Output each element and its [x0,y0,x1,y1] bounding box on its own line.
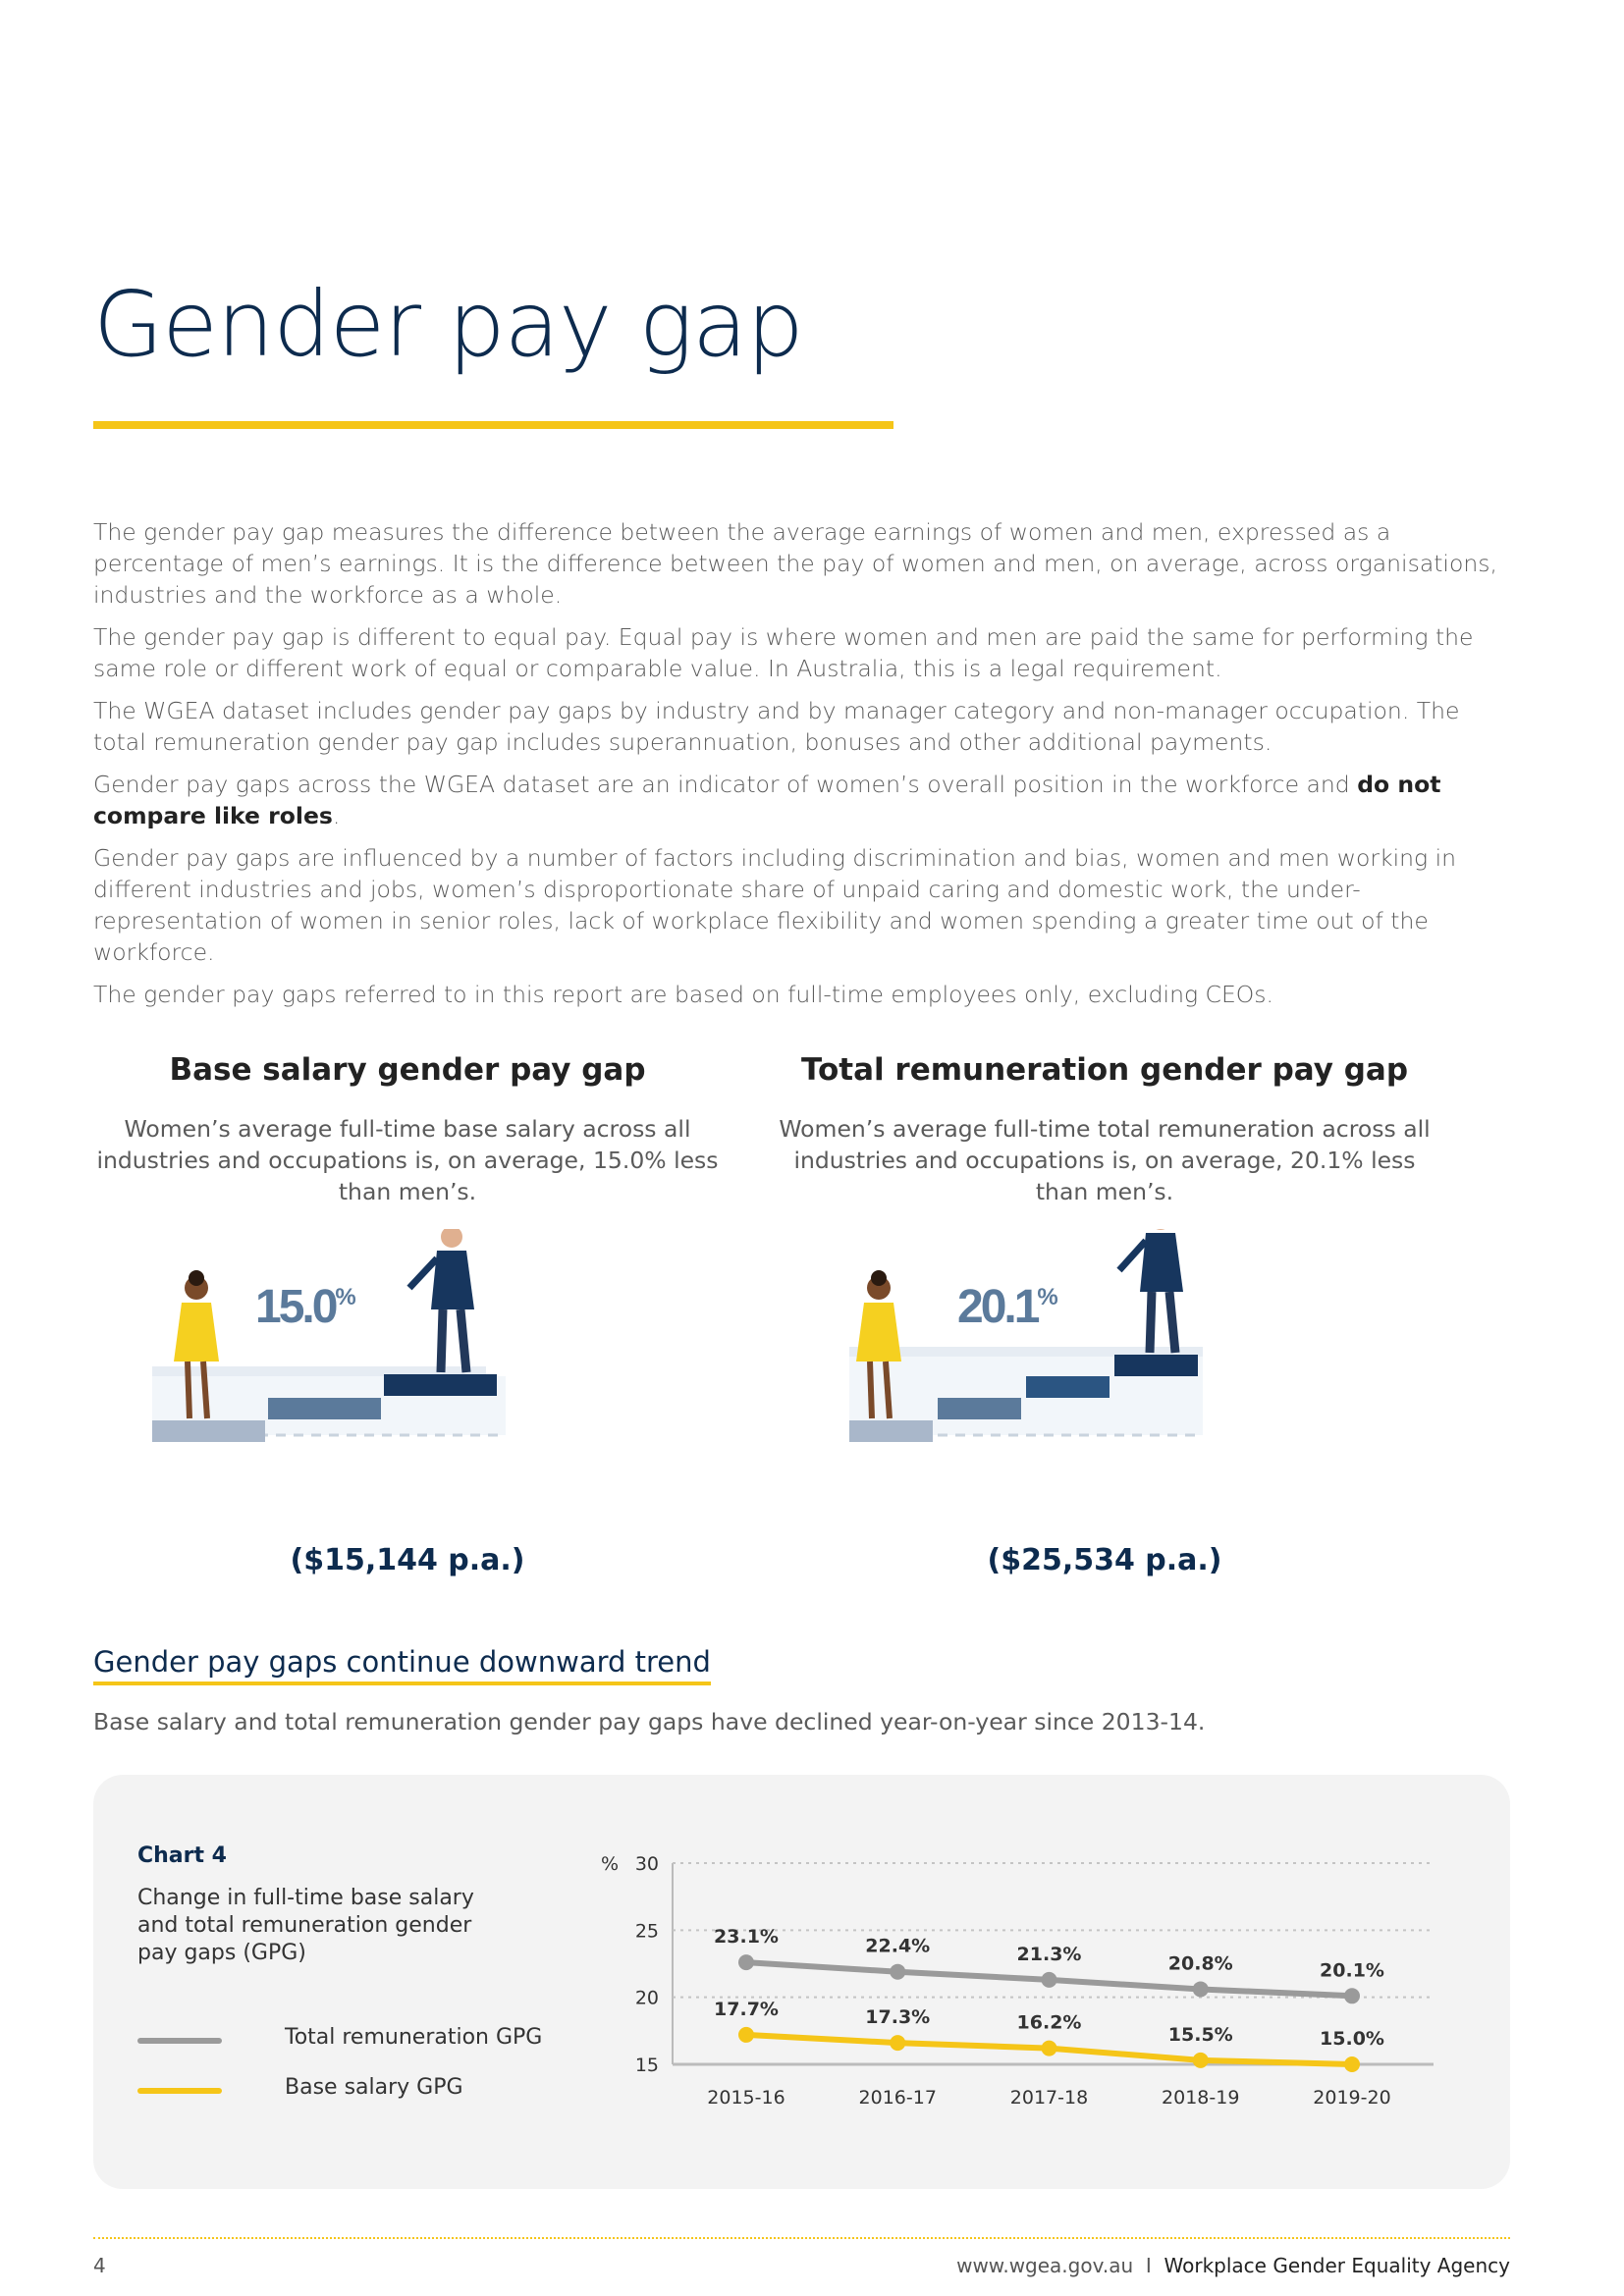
series-0-data-label-1: 22.4% [865,1935,931,1957]
chart-4-box [93,1775,1510,2189]
series-1-data-label-3: 15.5% [1167,2023,1233,2046]
title-underline [93,421,893,429]
total-remuneration-percent-sign: % [1037,1284,1056,1310]
y-axis-unit: % [600,1853,619,1875]
series-1-point-0 [738,2027,754,2043]
series-1-data-label-1: 17.3% [865,2006,931,2029]
step-4 [1114,1355,1198,1376]
series-0-data-label-4: 20.1% [1320,1959,1384,1982]
series-0-point-2 [1042,1972,1057,1988]
step-low [152,1420,265,1442]
series-1-point-3 [1193,2053,1209,2068]
total-remuneration-amount: ($25,534 p.a.) [987,1543,1222,1577]
y-tick-label-15: 15 [634,2055,659,2076]
legend-label-total: Total remuneration GPG [285,2025,543,2050]
y-tick-label-30: 30 [634,1853,659,1875]
chart-label: Chart 4 [137,1843,227,1868]
intro-paragraph-4-end: . [332,802,341,829]
intro-paragraph-4-emphasis: do not compare like roles [93,771,1441,829]
man-figure [409,1229,474,1372]
step-2 [938,1398,1021,1419]
intro-paragraph-1: The gender pay gap measures the difference between the average earnings of women and men, expressed as a percentage of men’s earnings. It is the difference between the pay of women and men, on average, across organisations, industries and the workforce as a whole. [93,518,1497,609]
footer-separator: I [1145,2254,1152,2277]
series-1-point-4 [1344,2056,1360,2072]
series-1-data-label-4: 15.0% [1320,2028,1384,2050]
step-3 [1026,1376,1110,1398]
trend-section-title: Gender pay gaps continue downward trend [93,1645,711,1685]
gpg-line-chart [93,1775,1510,2189]
total-remuneration-panel [776,1052,1434,1577]
man-figure [1119,1229,1183,1353]
base-salary-panel [79,1052,736,1577]
y-tick-label-20: 20 [634,1987,659,2009]
trend-section-subtitle: Base salary and total remuneration gender pay gaps have declined year-on-year since 2013-14. [93,1708,1206,1735]
footer-url[interactable]: www.wgea.gov.au [956,2254,1134,2277]
series-0-data-label-3: 20.8% [1167,1952,1233,1975]
series-1-point-1 [890,2035,905,2051]
series-0-data-label-0: 23.1% [714,1926,779,1949]
intro-paragraph-4-text: Gender pay gaps across the WGEA dataset are an indicator of women’s overall position in the workforce and [93,771,1358,798]
y-tick-label-25: 25 [634,1920,659,1943]
step-high [384,1374,497,1396]
series-1-point-2 [1042,2041,1057,2056]
x-tick-label-2019-20: 2019-20 [1313,2087,1391,2109]
intro-text [93,516,1497,1021]
series-1-data-label-0: 17.7% [714,1998,779,2020]
base-salary-percent-sign: % [335,1284,353,1310]
page-number: 4 [93,2254,106,2277]
series-0-point-0 [738,1954,754,1970]
footer-credit [956,2254,1510,2277]
total-remuneration-percent: 20.1 [957,1281,1038,1333]
base-salary-amount: ($15,144 p.a.) [290,1543,525,1577]
base-salary-description: Women’s average full-time base salary across all industries and occupations is, on average, 15.0% less than men’s. [96,1115,719,1205]
total-remuneration-heading: Total remuneration gender pay gap [800,1052,1409,1088]
series-0-point-4 [1344,1988,1360,2003]
x-tick-label-2016-17: 2016-17 [858,2087,937,2109]
chart-caption: Change in full-time base salary and total remuneration gender pay gaps (GPG) [137,1886,474,1965]
base-salary-illustration [152,1229,663,1533]
intro-paragraph-2: The gender pay gap is different to equal pay. Equal pay is where women and men are paid the same for performing the same role or different work of equal or comparable value. In Australia, this is a legal requirement. [93,623,1474,682]
x-tick-label-2018-19: 2018-19 [1162,2087,1240,2109]
step-mid [268,1398,381,1419]
total-remuneration-illustration [849,1229,1360,1533]
total-remuneration-description: Women’s average full-time total remuneration across all industries and occupations is, on average, 20.1% less than men’s. [779,1115,1431,1205]
intro-paragraph-3: The WGEA dataset includes gender pay gaps by industry and by manager category and non-manager occupation. The total remuneration gender pay gap includes superannuation, bonuses and other additional payments. [93,697,1460,756]
step-1 [849,1420,933,1442]
base-salary-heading: Base salary gender pay gap [169,1052,646,1088]
series-0-data-label-2: 21.3% [1016,1943,1082,1965]
page-title: Gender pay gap [93,272,803,377]
series-0-point-3 [1193,1981,1209,1997]
svg-text:15.0% [255,1281,355,1333]
x-tick-label-2017-18: 2017-18 [1009,2087,1089,2109]
svg-text:20.1% [957,1281,1057,1333]
legend-label-base: Base salary GPG [285,2075,463,2100]
base-salary-percent: 15.0 [255,1281,336,1333]
footer-org: Workplace Gender Equality Agency [1164,2254,1510,2277]
intro-paragraph-5: Gender pay gaps are influenced by a number of factors including discrimination and bias, women and men working in different industries and jobs, women’s disproportionate share of unpaid caring and domestic work, the under-representation of women in senior roles, lack of workplace flexibility and women spending a greater time out of the workforce. [93,844,1457,966]
intro-paragraph-6: The gender pay gaps referred to in this report are based on full-time employees only, excluding CEOs. [93,981,1274,1008]
x-tick-label-2015-16: 2015-16 [707,2087,785,2109]
series-0-point-1 [890,1964,905,1980]
series-1-data-label-2: 16.2% [1016,2011,1082,2034]
footer-rule [93,2237,1510,2239]
intro-paragraph-4 [93,769,1497,831]
